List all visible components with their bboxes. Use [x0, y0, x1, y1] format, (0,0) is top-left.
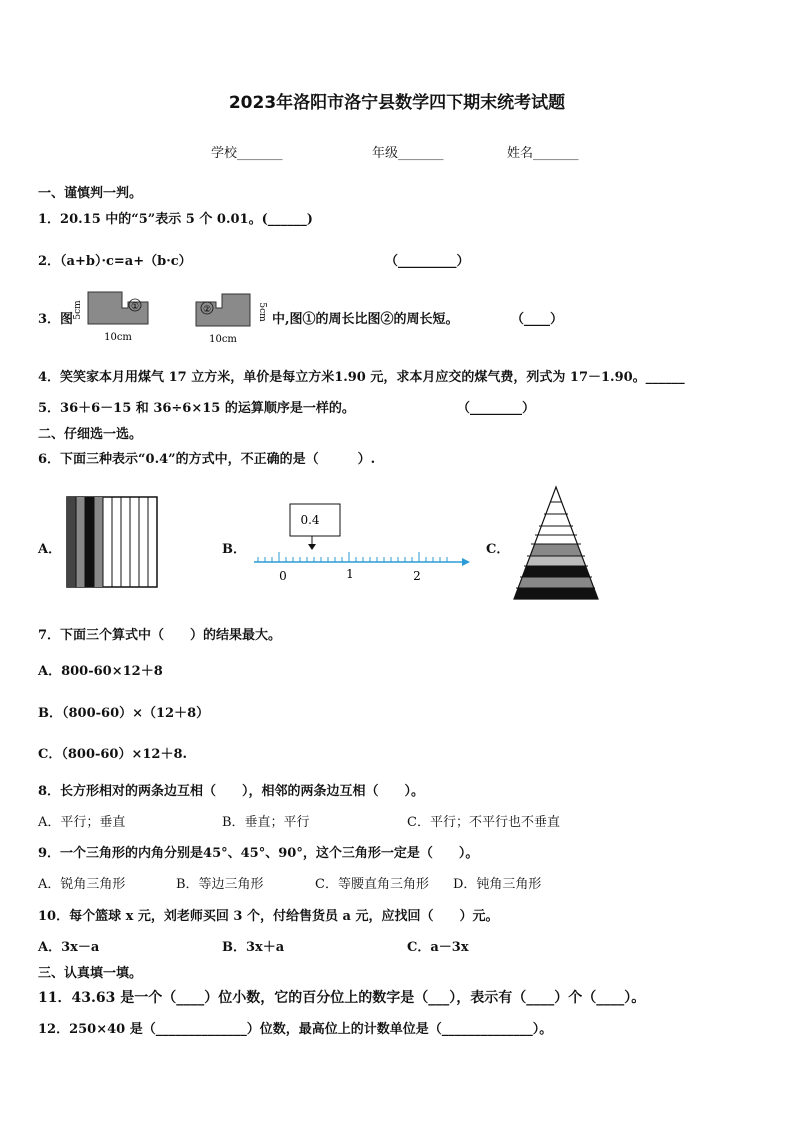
- question-6: 6．下面三种表示“0.4”的方式中，不正确的是（ ）.: [38, 452, 376, 467]
- question-2: 2．（a+b）·c=a+（b·c）: [38, 254, 192, 269]
- question-5: 5．36＋6－15 和 36÷6×15 的运算顺序是一样的。: [38, 401, 355, 416]
- section-3-heading: 三、认真填一填。: [38, 966, 143, 981]
- option-9a: A．锐角三角形: [38, 877, 126, 892]
- school-field: 学校_______: [211, 146, 283, 161]
- number-line-tick-0: 0: [279, 569, 287, 583]
- figure-1-width-label: 10cm: [104, 332, 132, 343]
- option-9b: B．等边三角形: [176, 877, 264, 892]
- option-7a: A．800-60×12＋8: [38, 664, 163, 679]
- question-3-text: 中,图①的周长比图②的周长短。: [272, 312, 459, 327]
- figure-2-height-label: 5cm: [257, 302, 267, 322]
- option-10a: A．3x－a: [38, 940, 100, 955]
- option-6a-label: A．: [38, 542, 62, 557]
- question-1: 1．20.15 中的“5”表示 5 个 0.01。(______): [38, 212, 313, 227]
- figure-2-width-label: 10cm: [209, 334, 237, 345]
- option-9c: C．等腰直角三角形: [315, 877, 429, 892]
- option-6c-triangle-figure: [512, 484, 604, 602]
- option-6b-number-line: [250, 500, 475, 590]
- question-2-blank: （_________）: [385, 254, 470, 269]
- question-3-prefix: 3．图: [38, 312, 74, 327]
- question-4: 4．笑笑家本月用煤气 17 立方米，单价是每立方米1.90 元，求本月应交的煤气费，列式为 17－1.90。______: [38, 370, 685, 385]
- number-line-tick-2: 2: [413, 569, 421, 583]
- question-8: 8．长方形相对的两条边互相（ ），相邻的两条边互相（ ）。: [38, 784, 425, 799]
- option-6c-label: C．: [486, 542, 510, 557]
- option-7c: C．（800-60）×12＋8.: [38, 747, 188, 762]
- question-9: 9．一个三角形的内角分别是45°、45°、90°，这个三角形一定是（ ）。: [38, 846, 479, 861]
- figure-2: [190, 290, 270, 346]
- option-10b: B．3x＋a: [222, 940, 285, 955]
- option-7b: B．（800-60）×（12＋8）: [38, 706, 210, 721]
- figure-2-number: ②: [202, 305, 212, 315]
- figure-1-number: ①: [130, 302, 140, 312]
- figure-1: [72, 290, 162, 346]
- page-title: 2023年洛阳市洛宁县数学四下期末统考试题: [228, 93, 566, 113]
- question-7: 7．下面三个算式中（ ）的结果最大。: [38, 628, 282, 643]
- option-8a: A．平行；垂直: [38, 815, 126, 830]
- option-8c: C．平行；不平行也不垂直: [407, 815, 560, 830]
- question-12: 12．250×40 是（______________）位数，最高位上的计数单位是（______________）。: [38, 1022, 553, 1037]
- question-11: 11．43.63 是一个（____）位小数，它的百分位上的数字是（___），表示有（____）个（____）。: [38, 990, 646, 1006]
- option-6a-grid-figure: [66, 496, 158, 588]
- number-line-tick-1: 1: [346, 567, 354, 581]
- number-line-box-label: 0.4: [300, 513, 320, 527]
- option-8b: B．垂直；平行: [222, 815, 310, 830]
- section-1-heading: 一、谨慎判一判。: [38, 186, 143, 201]
- option-6b-label: B．: [222, 542, 246, 557]
- option-10c: C．a－3x: [407, 940, 469, 955]
- question-5-blank: （________）: [457, 401, 536, 416]
- question-3-blank: （____）: [511, 312, 564, 327]
- section-2-heading: 二、仔细选一选。: [38, 427, 143, 442]
- name-field: 姓名_______: [507, 146, 579, 161]
- question-10: 10．每个篮球 x 元，刘老师买回 3 个，付给售货员 a 元，应找回（ ）元。: [38, 909, 499, 924]
- figure-1-height-label: 5cm: [73, 300, 83, 320]
- option-9d: D．钝角三角形: [453, 877, 542, 892]
- grade-field: 年级_______: [372, 146, 444, 161]
